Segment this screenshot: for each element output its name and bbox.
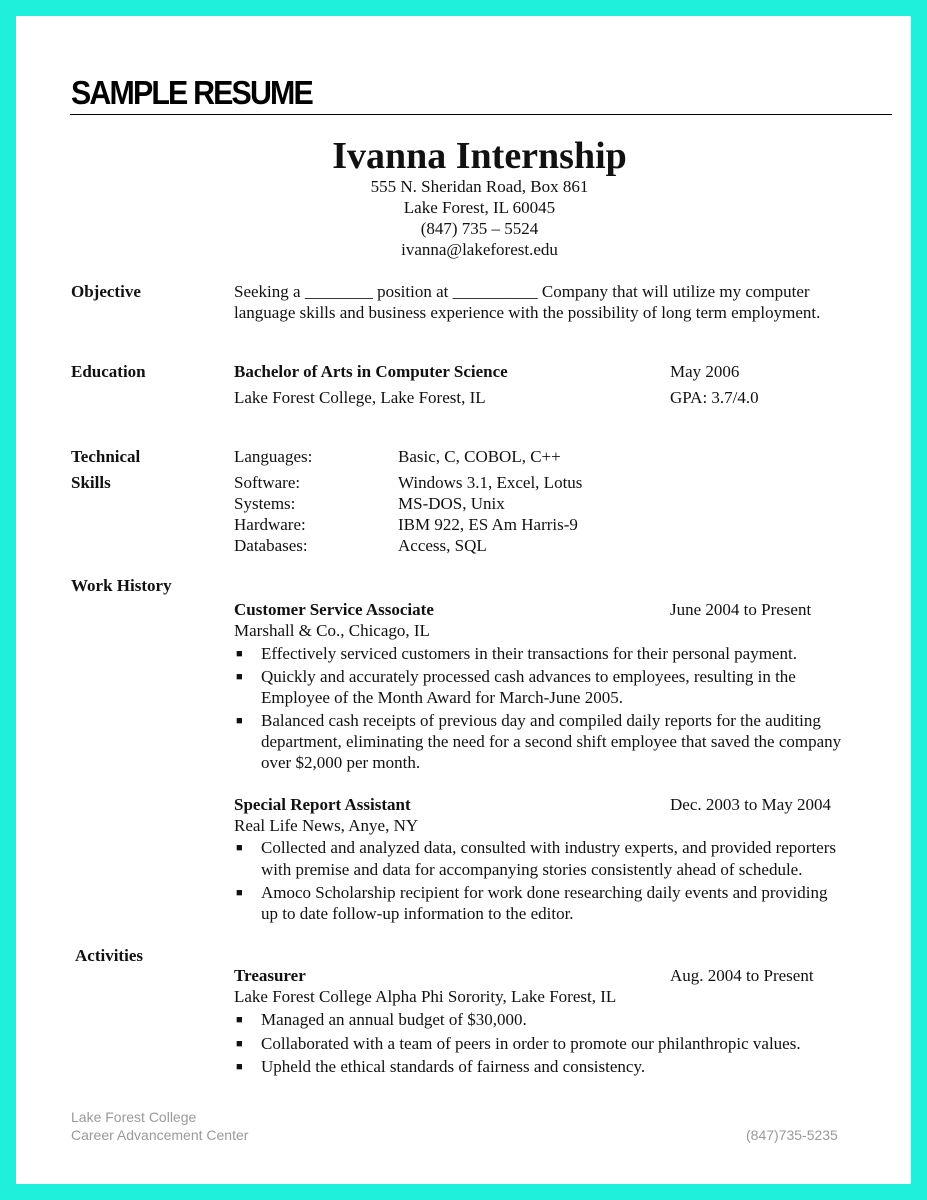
activity-bullet-text: Collaborated with a team of peers in order to promote our philanthropic values. [261, 1034, 801, 1053]
skill-value: Basic, C, COBOL, C++ [398, 447, 561, 466]
objective-line-2: language skills and business experience with the possibility of long term employment. [234, 303, 821, 322]
banner-heading: SAMPLE RESUME [71, 74, 312, 111]
job-bullet-text: Effectively serviced customers in their transactions for their personal payment. [261, 644, 797, 663]
job-bullet-text: with premise and data for accompanying stories consistently ahead of schedule. [261, 860, 803, 879]
activity-org: Lake Forest College Alpha Phi Sorority, Lake Forest, IL [234, 987, 617, 1006]
candidate-name: Ivanna Internship [332, 135, 627, 177]
job-bullet-text: Employee of the Month Award for March-June 2005. [261, 688, 623, 707]
contact-city: Lake Forest, IL 60045 [403, 198, 556, 217]
job-dates: Dec. 2003 to May 2004 [670, 795, 832, 814]
bullet-icon: ■ [236, 1014, 243, 1026]
activity-dates: Aug. 2004 to Present [670, 966, 814, 985]
contact-phone: (847) 735 – 5524 [420, 219, 539, 238]
job-bullet-text: Quickly and accurately processed cash advances to employees, resulting in the [261, 667, 796, 686]
job-org: Marshall & Co., Chicago, IL [234, 621, 430, 640]
job-bullet-text: over $2,000 per month. [261, 753, 421, 772]
skill-label: Software: [234, 473, 301, 492]
contact-address: 555 N. Sheridan Road, Box 861 [370, 177, 589, 196]
education-date: May 2006 [670, 362, 740, 381]
skill-label: Databases: [234, 536, 308, 555]
skill-label: Systems: [234, 494, 296, 513]
objective-line-1: Seeking a ________ position at __________ Company that will utilize my computer [234, 282, 810, 301]
bullet-icon: ■ [236, 715, 243, 727]
activity-bullet-text: Upheld the ethical standards of fairness and consistency. [261, 1057, 646, 1076]
section-skills: Skills [71, 473, 111, 492]
job-bullet-text: Balanced cash receipts of previous day and compiled daily reports for the auditing [261, 711, 821, 730]
job-bullet-text: Collected and analyzed data, consulted with industry experts, and provided reporters [261, 838, 836, 857]
job-bullet-text: Amoco Scholarship recipient for work done researching daily events and providing [261, 883, 828, 902]
footer-phone: (847)735-5235 [746, 1127, 838, 1143]
activity-bullet-text: Managed an annual budget of $30,000. [261, 1010, 527, 1029]
skill-label: Languages: [234, 447, 313, 466]
job-bullet-text: up to date follow-up information to the editor. [261, 904, 574, 923]
education-degree: Bachelor of Arts in Computer Science [234, 362, 508, 381]
contact-email: ivanna@lakeforest.edu [401, 240, 558, 259]
job-bullet-text: department, eliminating the need for a second shift employee that saved the company [261, 732, 842, 751]
section-technical: Technical [71, 447, 141, 466]
bullet-icon: ■ [236, 671, 243, 683]
job-dates: June 2004 to Present [670, 600, 812, 619]
bullet-icon: ■ [236, 648, 243, 660]
section-work-history: Work History [71, 576, 172, 595]
footer-college: Lake Forest College [71, 1109, 197, 1125]
education-gpa: GPA: 3.7/4.0 [670, 388, 759, 407]
skill-value: Access, SQL [398, 536, 487, 555]
skill-label: Hardware: [234, 515, 306, 534]
section-objective: Objective [71, 282, 141, 301]
activity-title: Treasurer [234, 966, 306, 985]
skill-value: IBM 922, ES Am Harris-9 [398, 515, 578, 534]
bullet-icon: ■ [236, 842, 243, 854]
bullet-icon: ■ [236, 887, 243, 899]
education-school: Lake Forest College, Lake Forest, IL [234, 388, 486, 407]
header-rule [70, 114, 892, 115]
skill-value: MS-DOS, Unix [398, 494, 505, 513]
footer-center: Career Advancement Center [71, 1127, 249, 1143]
bullet-icon: ■ [236, 1038, 243, 1050]
job-title: Special Report Assistant [234, 795, 411, 814]
section-education: Education [71, 362, 146, 381]
job-org: Real Life News, Anye, NY [234, 816, 419, 835]
job-title: Customer Service Associate [234, 600, 434, 619]
skill-value: Windows 3.1, Excel, Lotus [398, 473, 583, 492]
bullet-icon: ■ [236, 1061, 243, 1073]
section-activities: Activities [75, 946, 143, 965]
